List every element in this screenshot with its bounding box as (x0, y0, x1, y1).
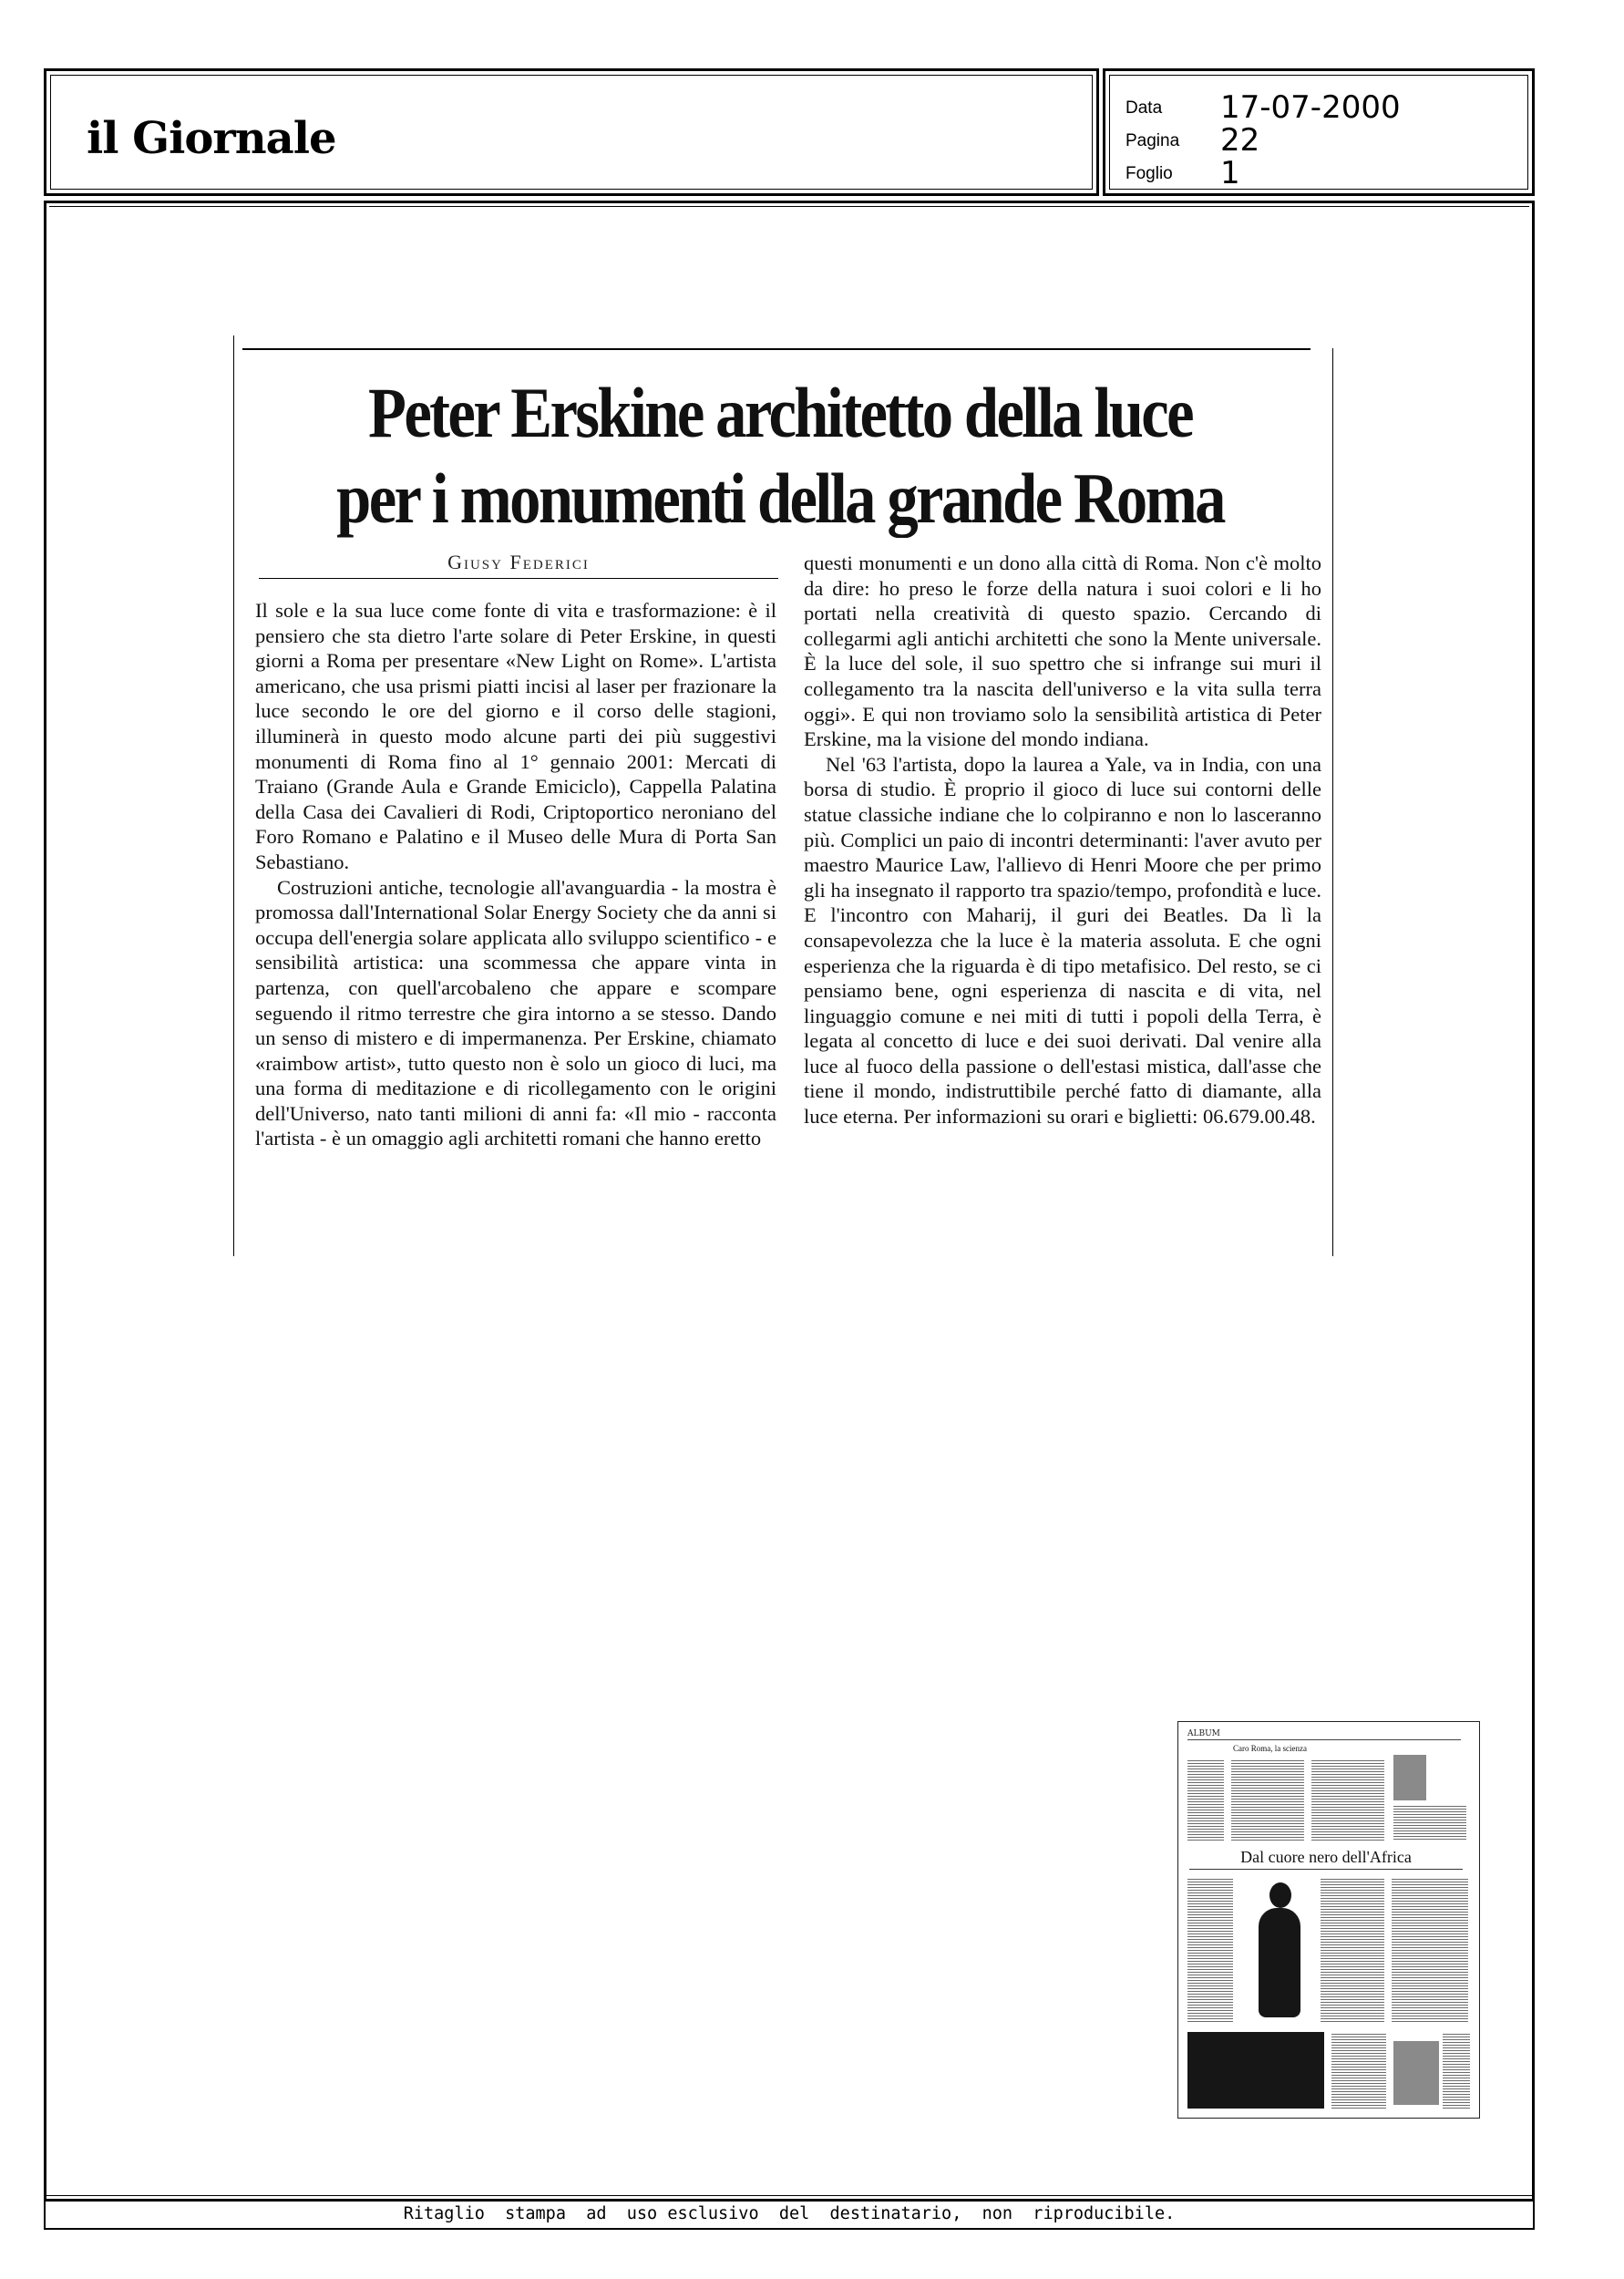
meta-value-data: 17-07-2000 (1220, 89, 1401, 126)
thumbnail-text-block (1187, 1758, 1224, 1841)
meta-label-data: Data (1125, 98, 1163, 118)
footer-notice: Ritaglio stampa ad uso esclusivo del destinatario, non riproducibile. (44, 2199, 1535, 2230)
thumbnail-text-block (1311, 1758, 1384, 1841)
meta-label-pagina: Pagina (1125, 131, 1180, 150)
thumbnail-text-block (1187, 1877, 1233, 2023)
meta-label-foglio: Foglio (1125, 164, 1173, 183)
thumbnail-statue-body (1259, 1908, 1300, 2017)
paragraph: questi monumenti e un dono alla città di Roma. Non c'è molto da dire: ho preso le forze della natura i suoi colori e li ho portati nella creatività di questo spazio. Cercando di collegarmi agli antichi architetti che sono la Mente universale. È la luce del sole, il suo spettro che si infrange sui muri il collegamento tra la nascita dell'universo e la vita sulla terra oggi». E qui non troviamo solo la sensibilità artistica di Peter Erskine, ma la visione del mondo indiana. (804, 552, 1321, 751)
masthead-box (44, 68, 1099, 196)
byline-rule (259, 578, 778, 579)
thumbnail-text-block (1321, 1877, 1384, 2023)
paragraph: Costruzioni antiche, tecnologie all'avanguardia - la mostra è promossa dall'International Solar Energy Society che da anni si occupa dell'energia solare applicata allo sviluppo scientifico - e sensibilità artistica: una scommessa che appare vinta in partenza, con quell'arcobaleno che appare e scompare seguendo il ritmo terrestre che gira intorno a se stesso. Dando un senso di mistero e di impermanenza. Per Erskine, chiamato «raimbow artist», tutto questo non è solo un gioco di luci, ma una forma di meditazione e di ricollegamento con le origini dell'Universo, nato tanti milioni di anni fa: «Il mio - racconta l'artista - è un omaggio agli architetti romani che hanno eretto (255, 875, 776, 1150)
article (233, 335, 1336, 1256)
headline (315, 370, 1246, 541)
thumbnail-text-block (1393, 1804, 1466, 1841)
thumbnail-text-block (1392, 1877, 1468, 2023)
thumbnail-statue-head (1269, 1882, 1291, 1908)
paragraph: Nel '63 l'artista, dopo la laurea a Yale, va in India, con una borsa di studio. È proprio il gioco di luce sui contorni delle statue classiche indiane che lo colpiranno e non lo lasceranno più. Complici un paio di incontri determinanti: l'aver avuto per maestro Maurice Law, l'allievo di Henri Moore che per primo gli ha insegnato il rapporto tra spazio/tempo, profondità e luce. E l'incontro con Maharij, il guri dei Beatles. Da lì la consapevolezza che la luce è la materia assoluta. E che ogni esperienza che la riguarda è di tipo metafisico. Del resto, se ci pensiamo bene, ogni esperienza di nascita e di vita, nel linguaggio comune e nei miti di tutti i popoli della Terra, è legata al concetto di luce e dei suoi derivati. Dal venire alla luce al fuoco della passione o dell'estasi mistica, dall'asse che tiene il mondo, indistruttibile perché fatto di diamante, alla luce eterna. Per informazioni su orari e biglietti: 06.679.00.48. (804, 752, 1321, 1129)
thumbnail-text-block (1443, 2032, 1470, 2109)
masthead-title: il Giornale (87, 113, 336, 164)
page-thumbnail (1177, 1721, 1480, 2119)
thumbnail-photo (1393, 2041, 1439, 2105)
article-left-rule (233, 335, 234, 1256)
meta-value-foglio: 1 (1220, 155, 1240, 191)
article-column-2 (804, 551, 1321, 1129)
headline-line-1: Peter Erskine architetto della luce (368, 373, 1192, 452)
thumbnail-small-title: Caro Roma, la scienza (1233, 1744, 1307, 1753)
headline-line-2: per i monumenti della grande Roma (336, 459, 1224, 538)
meta-value-pagina: 22 (1220, 122, 1260, 159)
thumbnail-text-block (1331, 2032, 1386, 2109)
paragraph: Il sole e la sua luce come fonte di vita e trasformazione: è il pensiero che sta dietro l'arte solare di Peter Erskine, in questi giorni a Roma per presentare «New Light on Rome». L'artista americano, che usa prismi piatti incisi al laser per frazionare la luce secondo le ore del giorno e il corso delle stagioni, illuminerà in questo modo alcune parti dei più suggestivi monumenti di Roma fino al 1° gennaio 2001: Mercati di Traiano (Grande Aula e Grande Emiciclo), Cappella Palatina della Casa dei Cavalieri di Rodi, Criptoportico neroniano del Foro Romano e Palatino e il Museo delle Mura di Porta San Sebastiano. (255, 599, 776, 873)
thumbnail-dark-photo (1187, 2032, 1324, 2109)
article-column-1 (255, 598, 776, 1151)
thumbnail-text-block (1231, 1758, 1304, 1841)
article-right-rule (1332, 348, 1333, 1256)
thumbnail-headline: Dal cuore nero dell'Africa (1189, 1848, 1463, 1870)
thumbnail-photo (1393, 1755, 1426, 1800)
thumbnail-section-header: ALBUM (1187, 1729, 1461, 1740)
byline: Giusy Federici (447, 551, 590, 573)
meta-box (1103, 68, 1535, 196)
article-top-rule (242, 348, 1311, 350)
